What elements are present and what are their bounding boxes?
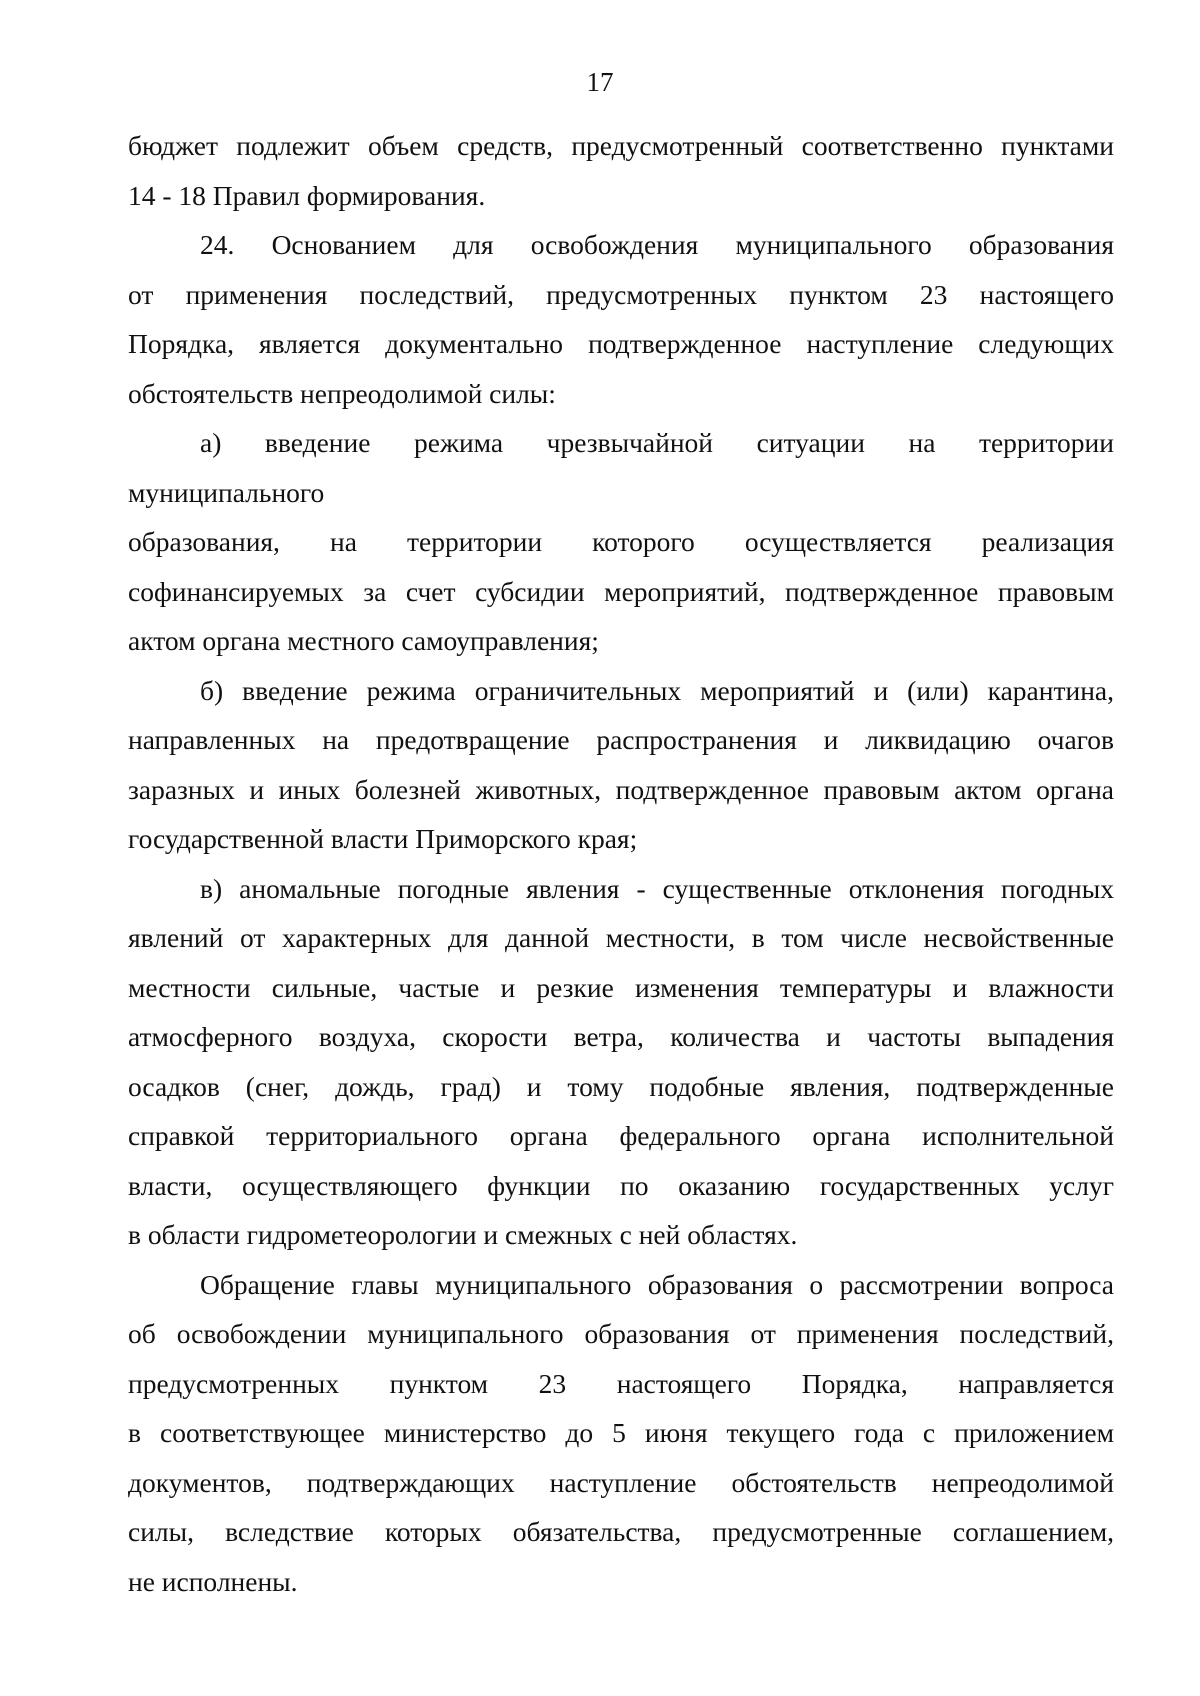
text-line: осадков (снег, дождь, град) и тому подобные явления, подтвержденные [128,1070,1114,1102]
text-line: силы, вследствие которых обязательства, предусмотренные соглашением, [128,1516,1114,1547]
text-line: софинансируемых за счет субсидии мероприятий, подтвержденное правовым [128,575,1114,607]
text-line: 24. Основанием для освобождения муниципального образования [200,229,1114,260]
text-line: об освобождении муниципального образования от применения последствий, [128,1318,1114,1349]
text-line: а) введение режима чрезвычайной ситуации на территории [200,427,1114,458]
text-line: явлений от характерных для данной местности, в том числе несвойственные [128,922,1114,953]
text-line: справкой территориального органа федерального органа исполнительной [128,1120,1114,1151]
text-line: в области гидрометеорологии и смежных с ней областях. [128,1219,798,1250]
text-line: местности сильные, частые и резкие изменения температуры и влажности [128,971,1114,1003]
text-line: документов, подтверждающих наступление обстоятельств непреодолимой [128,1466,1114,1498]
text-line: актом органа местного самоуправления; [128,625,599,656]
page-number: 17 [586,67,614,97]
text-line: власти, осуществляющего функции по оказанию государственных услуг [128,1169,1114,1201]
text-line: направленных на предотвращение распространения и ликвидацию очагов [128,724,1114,755]
text-line: государственной власти Приморского края; [128,823,638,854]
text-line: бюджет подлежит объем средств, предусмотренный соответственно пунктами [128,130,1114,161]
text-line: Обращение главы муниципального образования о рассмотрении вопроса [200,1268,1114,1300]
text-line: предусмотренных пунктом 23 настоящего Порядка, направляется [128,1367,1114,1399]
text-line: не исполнены. [128,1565,298,1597]
text-line: образования, на территории которого осуществляется реализация [128,526,1114,557]
text-line: 14 - 18 Правил формирования. [128,179,486,211]
text-line: атмосферного воздуха, скорости ветра, количества и частоты выпадения [128,1021,1114,1052]
text-line: в соответствующее министерство до 5 июня текущего года с приложением [128,1417,1114,1448]
text-line: обстоятельств непреодолимой силы: [128,377,556,409]
text-line: б) введение режима ограничительных мероприятий и (или) карантина, [200,674,1114,706]
text-line: заразных и иных болезней животных, подтвержденное правовым актом органа [128,773,1114,805]
text-line: в) аномальные погодные явления - существенные отклонения погодных [200,872,1114,904]
text-line: от применения последствий, предусмотренных пунктом 23 настоящего [128,278,1114,310]
text-line: муниципального [128,476,325,508]
text-line: Порядка, является документально подтвержденное наступление следующих [128,328,1114,359]
document-body [128,121,1114,1606]
